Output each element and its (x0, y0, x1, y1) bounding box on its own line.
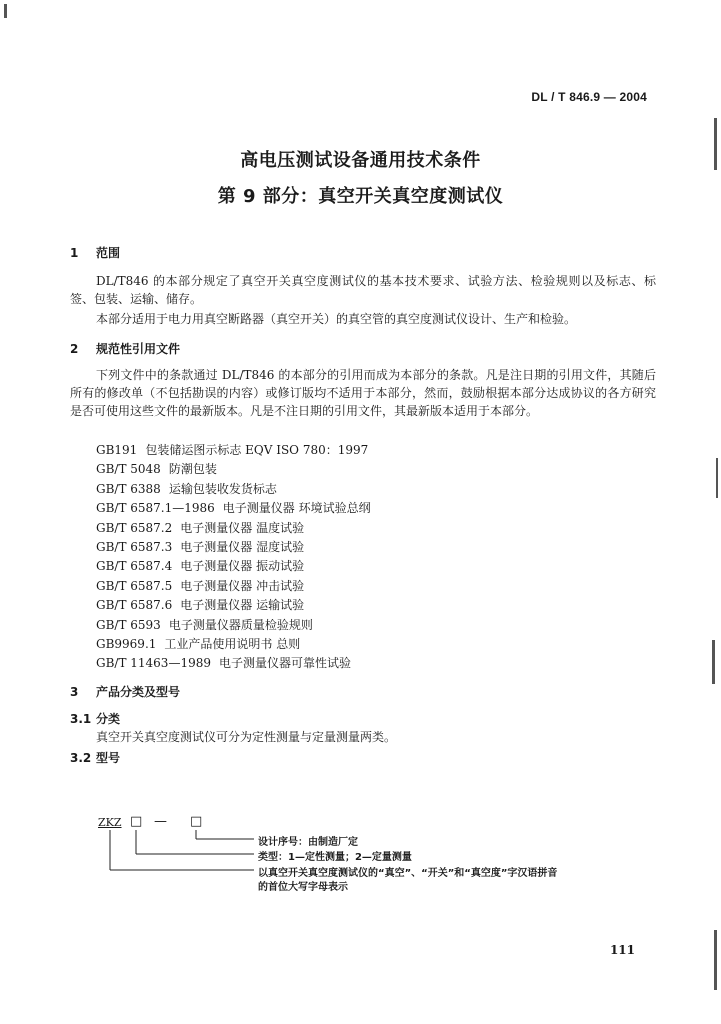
reference-code: GB/T 6587.5 (96, 578, 173, 593)
reference-item (96, 499, 371, 518)
reference-title: 电子测量仪器 湿度试验 (180, 540, 305, 555)
reference-item (96, 635, 371, 654)
reference-code: GB/T 6587.2 (96, 520, 173, 535)
model-box-type: □ (130, 814, 143, 829)
reference-item (96, 460, 371, 479)
section-1-number: 1 (70, 246, 79, 260)
section-3-1-title: 分类 (96, 712, 121, 726)
scan-edge-top-left (4, 4, 7, 18)
section-2-heading (70, 340, 180, 357)
document-subtitle: 第 9 部分：真空开关真空度测试仪 (217, 186, 504, 207)
reference-code: GB/T 5048 (96, 462, 161, 477)
section-1-heading (70, 244, 120, 261)
model-label-type: 类型：1—定性测量；2—定量测量 (258, 852, 412, 863)
reference-title: 电子测量仪器 冲击试验 (180, 578, 305, 593)
reference-title: 工业产品使用说明书 总则 (164, 637, 301, 652)
section-1-paragraph-2: 本部分适用于电力用真空断路器（真空开关）的真空管的真空度测试仪设计、生产和检验。 (96, 312, 577, 326)
reference-title: 电子测量仪器可靠性试验 (218, 656, 351, 671)
section-2-title: 规范性引用文件 (96, 342, 181, 356)
reference-code: GB/T 6388 (96, 481, 161, 496)
reference-title: 运输包装收发货标志 (168, 481, 277, 496)
reference-item (96, 441, 371, 460)
reference-code: GB191 (96, 443, 138, 457)
reference-list (96, 441, 371, 674)
page-number: 111 (609, 943, 635, 957)
reference-item (96, 519, 371, 538)
section-3-1-text: 真空开关真空度测试仪可分为定性测量与定量测量两类。 (96, 730, 397, 744)
reference-code: GB/T 11463—1989 (96, 656, 211, 671)
section-3-2-title: 型号 (96, 751, 121, 765)
reference-item (96, 577, 371, 596)
reference-code: GB/T 6587.6 (96, 598, 173, 613)
reference-code: GB9969.1 (96, 637, 157, 652)
reference-title: 电子测量仪器质量检验规则 (168, 617, 313, 632)
model-label-serial: 设计序号：由制造厂定 (258, 837, 358, 848)
model-dash: — (154, 814, 167, 829)
section-3-number: 3 (70, 685, 79, 699)
reference-code: GB/T 6593 (96, 617, 161, 632)
reference-title: 电子测量仪器 运输试验 (180, 598, 305, 613)
scan-edge-right-low (712, 640, 715, 684)
scan-edge-right-mid (716, 458, 718, 498)
reference-title: 电子测量仪器 振动试验 (180, 559, 305, 574)
reference-item (96, 654, 371, 673)
reference-item (96, 557, 371, 576)
reference-item (96, 596, 371, 615)
reference-code: GB/T 6587.4 (96, 559, 173, 574)
reference-code: GB/T 6587.1—1986 (96, 501, 215, 516)
model-label-prefix-line1: 以真空开关真空度测试仪的“真空”、“开关”和“真空度”字汉语拼音 (258, 868, 558, 879)
reference-item (96, 538, 371, 557)
document-title: 高电压测试设备通用技术条件 (240, 150, 481, 171)
section-3-1-number: 3.1 (70, 712, 92, 726)
reference-title: 防潮包装 (168, 462, 217, 477)
section-1-paragraph-1: DL/T846 的本部分规定了真空开关真空度测试仪的基本技术要求、试验方法、检验规则以及标志、标签、包装、运输、储存。 (70, 274, 656, 306)
section-2-paragraph: 下列文件中的条款通过 DL/T846 的本部分的引用而成为本部分的条款。凡是注日期的引用文件，其随后所有的修改单（不包括勘误的内容）或修订版均不适用于本部分，然而，鼓励根据本部分达成协议的各方研究是否可使用这些文件的最新版本。凡是不注日期的引用文件，其最新版本适用于本部分。 (70, 368, 656, 418)
reference-code: GB/T 6587.3 (96, 540, 173, 555)
section-3-2-heading (70, 749, 120, 766)
model-number-diagram (90, 816, 650, 896)
section-3-1-heading (70, 710, 120, 727)
section-2-number: 2 (70, 342, 79, 356)
standard-code: DL / T 846.9 — 2004 (531, 90, 647, 104)
model-label-prefix-line2: 的首位大写字母表示 (258, 882, 348, 893)
section-3-2-number: 3.2 (70, 751, 92, 765)
reference-title: 电子测量仪器 环境试验总纲 (222, 501, 371, 516)
reference-item (96, 480, 371, 499)
section-1-title: 范围 (96, 246, 121, 260)
reference-item (96, 616, 371, 635)
reference-title: 包装储运图示标志 EQV ISO 780：1997 (145, 443, 369, 457)
section-3-heading (70, 683, 180, 700)
model-prefix: ZKZ (98, 816, 122, 829)
scan-edge-right-bottom (714, 930, 717, 990)
model-box-serial: □ (190, 814, 203, 829)
section-3-title: 产品分类及型号 (96, 685, 181, 699)
reference-title: 电子测量仪器 温度试验 (180, 520, 305, 535)
